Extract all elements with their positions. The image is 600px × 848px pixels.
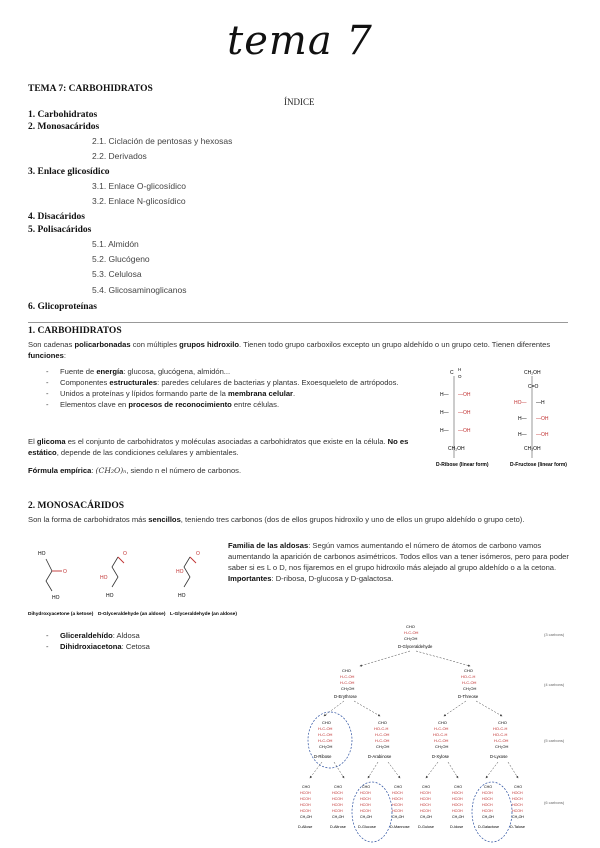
svg-text:HCOH: HCOH	[452, 797, 463, 801]
svg-text:HCOH: HCOH	[420, 791, 431, 795]
toc-subitem: 2.2. Derivados	[92, 151, 147, 161]
svg-text:HOCH: HOCH	[512, 791, 523, 795]
side-label: (5 carbons)	[544, 738, 565, 743]
svg-text:HO: HO	[178, 593, 186, 599]
svg-text:H-C-OH: H-C-OH	[318, 726, 333, 731]
list-item: - Elementos clave en procesos de reconocimiento entre células.	[28, 399, 408, 410]
svg-text:C=O: C=O	[528, 384, 539, 390]
svg-text:HOCH: HOCH	[360, 797, 371, 801]
svg-text:HO-C-H: HO-C-H	[374, 726, 389, 731]
svg-text:HCOH: HCOH	[300, 803, 311, 807]
svg-text:H-C-OH: H-C-OH	[375, 732, 390, 737]
svg-text:HOCH: HOCH	[482, 803, 493, 807]
tree-level-2	[334, 668, 479, 699]
svg-text:CHO: CHO	[406, 624, 415, 629]
list-item: - Componentes estructurales: paredes celulares de bacterias y plantas. Exoesqueleto de artrópodos.	[28, 377, 408, 388]
aldose-family-tree	[298, 622, 588, 844]
toc-item: 4. Disacáridos	[28, 212, 85, 222]
side-label: (4 carbons)	[544, 682, 565, 687]
svg-text:H—: H—	[518, 416, 527, 422]
svg-text:CH₂OH: CH₂OH	[524, 370, 541, 376]
svg-text:H-C-OH: H-C-OH	[494, 738, 509, 743]
svg-text:HO—: HO—	[514, 400, 527, 406]
svg-text:CHO: CHO	[342, 668, 351, 673]
svg-text:HCOH: HCOH	[392, 803, 403, 807]
fructose-structure	[510, 370, 567, 468]
svg-text:CHO: CHO	[464, 668, 473, 673]
tree-leaf-label: D-Idose	[450, 825, 464, 829]
toc-item: 2. Monosacáridos	[28, 122, 100, 132]
tree-leaf-label: D-Mannose	[390, 825, 410, 829]
svg-text:HOCH: HOCH	[452, 803, 463, 807]
tree-side-labels	[544, 632, 565, 805]
list-item: - Gliceraldehído: Aldosa	[28, 630, 228, 641]
svg-text:H—: H—	[518, 432, 527, 438]
svg-text:HCOH: HCOH	[360, 791, 371, 795]
toc-subitem: 5.3. Celulosa	[92, 269, 142, 279]
svg-text:HOCH: HOCH	[392, 791, 403, 795]
svg-text:CH₂OH: CH₂OH	[392, 815, 404, 819]
svg-text:H-C-OH: H-C-OH	[375, 738, 390, 743]
svg-text:CHO: CHO	[362, 785, 370, 789]
dihydroxyacetone-label: Dihydroxyacetone (a ketose)	[28, 612, 94, 617]
toc-subitem: 3.1. Enlace O-glicosídico	[92, 181, 187, 191]
side-label: (6 carbons)	[544, 800, 565, 805]
svg-text:CHO: CHO	[394, 785, 402, 789]
svg-text:HO: HO	[176, 569, 184, 575]
svg-text:HCOH: HCOH	[512, 809, 523, 813]
triose-list	[28, 630, 228, 652]
highlight-circle	[352, 782, 392, 842]
svg-text:—OH: —OH	[458, 428, 471, 434]
fructose-caption: D-Fructose (linear form)	[510, 462, 567, 468]
tree-leaf-label: D-Allose	[298, 825, 313, 829]
tree-node-label: D-Arabinose	[368, 754, 392, 759]
index-label: ÍNDICE	[284, 97, 315, 107]
svg-text:HOCH: HOCH	[512, 797, 523, 801]
tree-node-label: D-Threose	[458, 694, 479, 699]
svg-text:HCOH: HCOH	[420, 797, 431, 801]
svg-text:HCOH: HCOH	[360, 809, 371, 813]
toc-item: 5. Polisacáridos	[28, 225, 92, 235]
section-heading: 1. CARBOHIDRATOS	[28, 326, 122, 336]
tree-node-label: D-Ribose	[314, 754, 332, 759]
section-divider	[28, 322, 568, 323]
sec1-paragraph: Son cadenas policarbonadas con múltiples grupos hidroxilo. Tienen todo grupo carboxilos excepto un grupo aldehído o un grupo ceto. Tienen diferentes funciones:	[28, 340, 551, 360]
svg-text:CHO: CHO	[514, 785, 522, 789]
svg-text:HO: HO	[52, 595, 60, 601]
svg-text:HO: HO	[38, 551, 46, 557]
d-glyceraldehyde-label: D-Glyceraldehyde (an aldose)	[98, 612, 166, 617]
svg-text:HOCH: HOCH	[332, 791, 343, 795]
svg-text:CHO: CHO	[498, 720, 507, 725]
svg-text:HO: HO	[106, 593, 114, 599]
toc-subitem: 2.1. Ciclación de pentosas y hexosas	[92, 136, 233, 146]
svg-text:CH₂OH: CH₂OH	[404, 636, 418, 641]
svg-text:O: O	[196, 551, 200, 557]
svg-text:CH₂OH: CH₂OH	[341, 686, 355, 691]
svg-text:CH₂OH: CH₂OH	[435, 744, 449, 749]
svg-text:CHO: CHO	[484, 785, 492, 789]
tree-level-3-arrows	[310, 762, 518, 778]
svg-text:HCOH: HCOH	[300, 809, 311, 813]
svg-text:O: O	[123, 551, 127, 557]
svg-text:CHO: CHO	[378, 720, 387, 725]
svg-text:CHO: CHO	[454, 785, 462, 789]
svg-text:—H: —H	[536, 400, 545, 406]
svg-text:CH₂OH: CH₂OH	[420, 815, 432, 819]
svg-text:H-C-OH: H-C-OH	[318, 732, 333, 737]
svg-text:HO-C-H: HO-C-H	[433, 732, 448, 737]
tree-leaf-label: D-Gulose	[418, 825, 435, 829]
tree-leaf-label: D-Talose	[510, 825, 525, 829]
svg-text:—OH: —OH	[536, 416, 549, 422]
toc-subitem: 5.4. Glicosaminoglicanos	[92, 285, 187, 295]
svg-text:—OH: —OH	[458, 392, 471, 398]
svg-text:CHO: CHO	[322, 720, 331, 725]
svg-text:HOCH: HOCH	[392, 797, 403, 801]
l-glyceraldehyde-label: L-Glyceraldehyde (an aldose)	[170, 612, 237, 617]
svg-text:HOCH: HOCH	[420, 803, 431, 807]
aldose-family-paragraph: Familia de las aldosas: Según vamos aumentando el número de átomos de carbono vamos aumentando la aparición de carbonos asimétricos. Todos ellos van a tener isómeros, pero para poder saber si es L o D, nos fijaremos en el grupo hidroxilo más alejado al grupo aldehído o a la cetona. Importantes: D-ribosa, D-glucosa y D-galactosa.	[228, 541, 569, 583]
svg-text:CH₂OH: CH₂OH	[512, 815, 524, 819]
svg-text:HOCH: HOCH	[482, 797, 493, 801]
toc-subitem: 5.2. Glucógeno	[92, 254, 150, 264]
svg-text:CH₂OH: CH₂OH	[332, 815, 344, 819]
toc-item: 6. Glicoproteínas	[28, 302, 97, 312]
svg-text:H—: H—	[440, 428, 449, 434]
svg-text:CHO: CHO	[302, 785, 310, 789]
svg-text:H—: H—	[440, 410, 449, 416]
tree-leaf-label: D-Galactose	[478, 825, 500, 829]
tree-leaf-label: D-Glucose	[358, 825, 376, 829]
list-item: - Unidos a proteínas y lípidos formando parte de la membrana celular.	[28, 388, 408, 399]
svg-text:H-C-OH: H-C-OH	[340, 680, 355, 685]
tree-node-label: D-Erythrose	[334, 694, 357, 699]
trioses-figure	[28, 545, 237, 625]
page-title: tema 7	[227, 18, 373, 64]
svg-text:CH₂OH: CH₂OH	[360, 815, 372, 819]
svg-text:HCOH: HCOH	[332, 809, 343, 813]
svg-text:H-C-OH: H-C-OH	[462, 680, 477, 685]
list-item: - Dihidroxiacetona: Cetosa	[28, 641, 228, 652]
svg-text:HO-C-H: HO-C-H	[493, 732, 508, 737]
toc-item: 3. Enlace glicosídico	[28, 167, 110, 177]
sec2-paragraph: Son la forma de carbohidratos más sencillos, teniendo tres carbonos (dos de ellos grupos hidroxilo y uno de ellos un grupo aldehído o grupo ceto).	[28, 515, 525, 524]
empirical-formula: Fórmula empírica: (CH₂O)ₙ, siendo n el número de carbonos.	[28, 466, 242, 475]
svg-text:HCOH: HCOH	[332, 797, 343, 801]
svg-text:H-C-OH: H-C-OH	[318, 738, 333, 743]
svg-text:HCOH: HCOH	[360, 803, 371, 807]
linear-forms-figure	[428, 366, 578, 476]
document-header: TEMA 7: CARBOHIDRATOS	[28, 84, 153, 94]
side-label: (3 carbons)	[544, 632, 565, 637]
svg-text:CHO: CHO	[422, 785, 430, 789]
svg-text:HO-C-H: HO-C-H	[461, 674, 476, 679]
svg-text:H-C-OH: H-C-OH	[434, 738, 449, 743]
svg-text:CH₂OH: CH₂OH	[495, 744, 509, 749]
svg-text:CH₂OH: CH₂OH	[376, 744, 390, 749]
svg-text:HOCH: HOCH	[452, 791, 463, 795]
svg-text:HCOH: HCOH	[482, 809, 493, 813]
svg-text:HCOH: HCOH	[482, 791, 493, 795]
tree-root	[398, 624, 433, 649]
svg-text:HCOH: HCOH	[300, 797, 311, 801]
section-heading: 2. MONOSACÁRIDOS	[28, 501, 125, 511]
tree-root-label: D-Glyceraldehyde	[398, 644, 433, 649]
svg-text:CH₂OH: CH₂OH	[463, 686, 477, 691]
svg-text:HO-C-H: HO-C-H	[493, 726, 508, 731]
svg-text:CH₂OH: CH₂OH	[319, 744, 333, 749]
svg-text:H: H	[458, 367, 462, 372]
svg-text:O: O	[458, 374, 462, 379]
svg-text:H—: H—	[440, 392, 449, 398]
svg-text:HCOH: HCOH	[420, 809, 431, 813]
ribose-structure	[436, 367, 489, 468]
svg-text:HCOH: HCOH	[300, 791, 311, 795]
svg-text:CH₂OH: CH₂OH	[452, 815, 464, 819]
svg-text:CHO: CHO	[334, 785, 342, 789]
sec1-function-list	[28, 366, 408, 410]
svg-text:CH₂OH: CH₂OH	[300, 815, 312, 819]
svg-text:—OH: —OH	[536, 432, 549, 438]
list-item: - Fuente de energía: glucosa, glucógena, almidón...	[28, 366, 408, 377]
tree-level-3	[308, 712, 509, 768]
toc-subitem: 3.2. Enlace N-glicosídico	[92, 196, 186, 206]
svg-text:C: C	[450, 370, 454, 376]
svg-text:HCOH: HCOH	[452, 809, 463, 813]
svg-text:H-C-OH: H-C-OH	[340, 674, 355, 679]
svg-text:O: O	[63, 569, 67, 575]
svg-text:CH₂OH: CH₂OH	[482, 815, 494, 819]
sec1-glicoma-paragraph: El glicoma es el conjunto de carbohidratos y moléculas asociadas a carbohidratos que existe en la célula. No es estático, depende de las condiciones celulares y ambientales.	[28, 437, 409, 457]
tree-node-label: D-Xylose	[432, 754, 449, 759]
ribose-caption: D-Ribose (linear form)	[436, 462, 489, 468]
toc-item: 1. Carbohidratos	[28, 110, 98, 120]
svg-text:H-C-OH: H-C-OH	[434, 726, 449, 731]
svg-text:CHO: CHO	[438, 720, 447, 725]
svg-text:HOCH: HOCH	[512, 803, 523, 807]
svg-text:HCOH: HCOH	[332, 803, 343, 807]
tree-leaf-label: D-Altrose	[330, 825, 346, 829]
toc-subitem: 5.1. Almidón	[92, 239, 139, 249]
tree-level-4	[298, 782, 525, 842]
d-glyceraldehyde-structure	[98, 551, 166, 617]
svg-text:HO: HO	[100, 575, 108, 581]
dihydroxyacetone-structure	[28, 551, 94, 617]
svg-text:HCOH: HCOH	[392, 809, 403, 813]
svg-text:—OH: —OH	[458, 410, 471, 416]
svg-text:CH₂OH: CH₂OH	[448, 446, 465, 452]
svg-text:CH₂OH: CH₂OH	[524, 446, 541, 452]
svg-text:H-C-OH: H-C-OH	[404, 630, 419, 635]
tree-node-label: D-Lyxose	[490, 754, 508, 759]
